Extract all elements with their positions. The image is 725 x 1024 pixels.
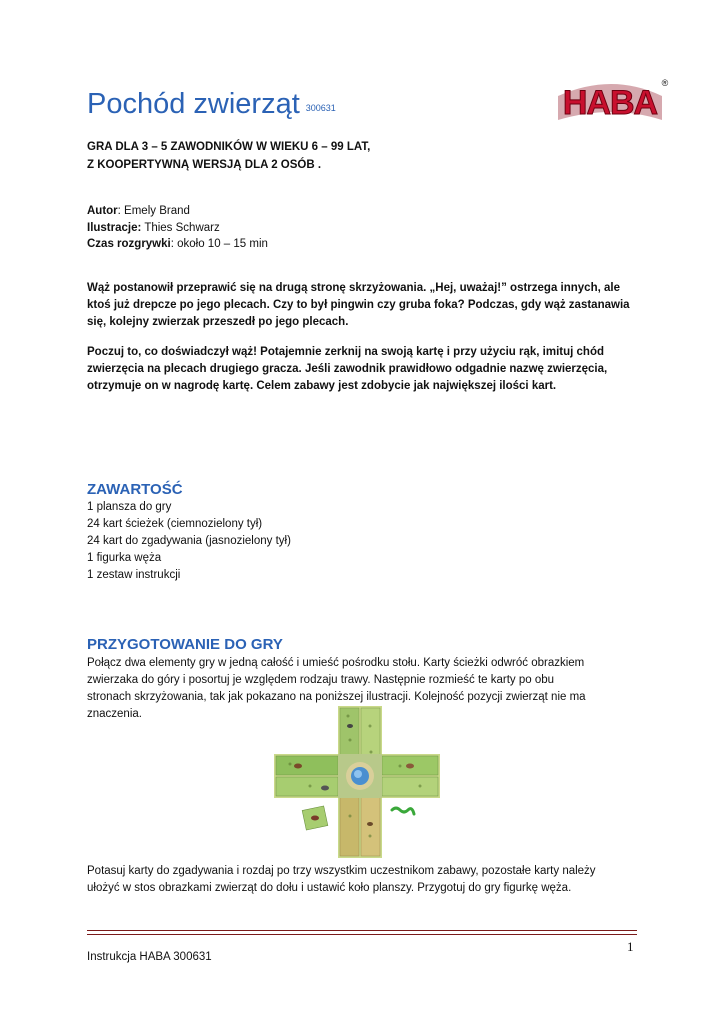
text-line: stronach skrzyżowania, tak jak pokazano na poniższej ilustracji. Kolejność pozycji zwierząt nie ma [87,691,586,703]
time-label: Czas rozgrywki [87,238,171,250]
text-line: Połącz dwa elementy gry w jedną całość i umieść pośrodku stołu. Karty ścieżki odwróć obrazkiem [87,657,585,669]
footer-rule [87,930,637,935]
text-line: znaczenia. [87,708,142,720]
author-value: : Emely Brand [117,205,190,217]
time-value: : około 10 – 15 min [170,238,268,250]
text-line: otrzymuje on w nagrodę kartę. Celem zabawy jest zdobycie jak największej ilości kart. [87,380,557,392]
center-crossing [338,754,382,798]
list-item: 24 kart ścieżek (ciemnozielony tył) [87,518,263,530]
text-line: Potasuj karty do zgadywania i rozdaj po trzy wszystkim uczestnikom zabawy, pozostałe karty należy [87,865,596,877]
author-line [87,205,190,217]
illustrations-line [87,222,220,234]
snake-figure [392,808,414,814]
page-number: 1 [627,939,634,954]
list-item: 24 kart do zgadywania (jasnozielony tył) [87,535,291,547]
text-line: ktoś już drepcze po jego plecach. Czy to był pingwin czy gruba foka? Podczas, gdy wąż zastanawia [87,299,630,311]
text-line: zwierzaka do góry i posortuj je względem rodzaju trawy. Następnie rozmieść te karty po obu [87,674,555,686]
contents-list [87,499,291,584]
page-title-text: Pochód zwierząt [87,88,300,120]
intro-paragraph-2 [87,344,647,395]
intro-paragraph-1 [87,280,647,331]
text-line: ułożyć w stos obrazkami zwierząt do dołu i ustawić koło planszy. Przygotuj do gry figurkę węża. [87,882,572,894]
list-item: 1 plansza do gry [87,501,172,513]
subtitle-line-1: GRA DLA 3 – 5 ZAWODNIKÓW W WIEKU 6 – 99 LAT, [87,141,371,153]
illustrations-value: Thies Schwarz [141,222,220,234]
author-label: Autor [87,205,118,217]
logo-text: HABA [562,84,658,122]
registered-mark: ® [661,78,669,88]
setup-paragraph-2 [87,863,647,897]
list-item: 1 figurka węża [87,552,162,564]
illustrations-label: Ilustracje: [87,222,142,234]
crossroad-board-illustration [270,706,444,858]
list-item: 1 zestaw instrukcji [87,569,181,581]
guessing-card [302,806,328,830]
text-line: Poczuj to, co doświadczył wąż! Potajemnie zerknij na swoją kartę i przy użyciu rąk, imituj chód [87,346,604,358]
haba-logo [554,74,670,126]
product-code: 300631 [305,103,336,113]
text-line: zwierzęcia na plecach drugiego gracza. Jeśli zawodnik prawidłowo odgadnie nazwę zwierzęcia, [87,363,608,375]
setup-heading: PRZYGOTOWANIE DO GRY [87,636,283,653]
page-title [87,88,336,121]
text-line: się, kolejny zwierzak przeszedł po jego plecach. [87,316,349,328]
text-line: Wąż postanowił przeprawić się na drugą stronę skrzyżowania. „Hej, uważaj!” ostrzega innych, ale [87,282,620,294]
subtitle-line-2: Z KOOPERTYWNĄ WERSJĄ DLA 2 OSÓB . [87,159,322,171]
footer-text: Instrukcja HABA 300631 [87,951,212,963]
contents-heading: ZAWARTOŚĆ [87,481,183,498]
time-line [87,238,268,250]
